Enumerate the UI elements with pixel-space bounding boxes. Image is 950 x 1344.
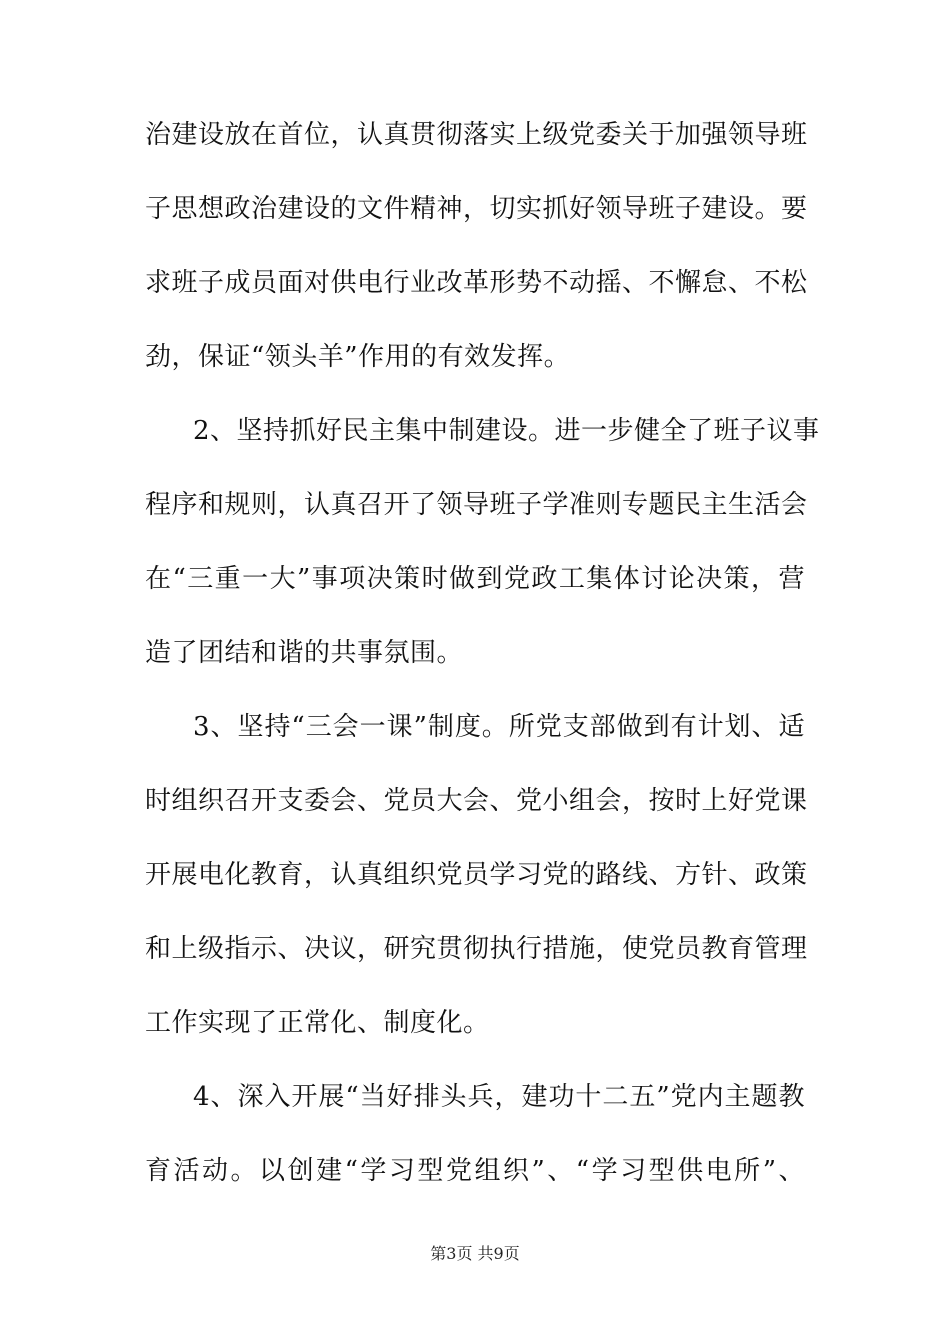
text-line: 治建设放在首位，认真贯彻落实上级党委关于加强领导班 [145, 120, 808, 150]
text-line: 育活动。以创建“学习型党组织”、“学习型供电所”、 [145, 1156, 805, 1186]
text-line: 在“三重一大”事项决策时做到党政工集体讨论决策，营 [145, 564, 805, 594]
text-line: 开展电化教育，认真组织党员学习党的路线、方针、政策 [145, 860, 808, 890]
page-number-footer: 第3页 共9页 [430, 1244, 520, 1263]
text-line: 劲，保证“领头羊”作用的有效发挥。 [145, 342, 571, 372]
text-line: 子思想政治建设的文件精神，切实抓好领导班子建设。要 [145, 194, 808, 224]
text-line: 求班子成员面对供电行业改革形势不动摇、不懈怠、不松 [145, 268, 808, 298]
text-line: 程序和规则，认真召开了领导班子学准则专题民主生活会 [145, 490, 808, 520]
text-line: 工作实现了正常化、制度化。 [145, 1008, 490, 1038]
text-line: 造了团结和谐的共事氛围。 [145, 638, 464, 668]
text-line: 和上级指示、决议，研究贯彻执行措施，使党员教育管理 [145, 934, 808, 964]
text-line: 时组织召开支委会、党员大会、党小组会，按时上好党课 [145, 786, 808, 816]
paragraph-start-line: 4、深入开展“当好排头兵，建功十二五”党内主题教 [193, 1082, 805, 1112]
paragraph-start-line: 2、坚持抓好民主集中制建设。进一步健全了班子议事 [193, 416, 820, 446]
paragraph-start-line: 3、坚持“三会一课”制度。所党支部做到有计划、适 [193, 712, 805, 742]
